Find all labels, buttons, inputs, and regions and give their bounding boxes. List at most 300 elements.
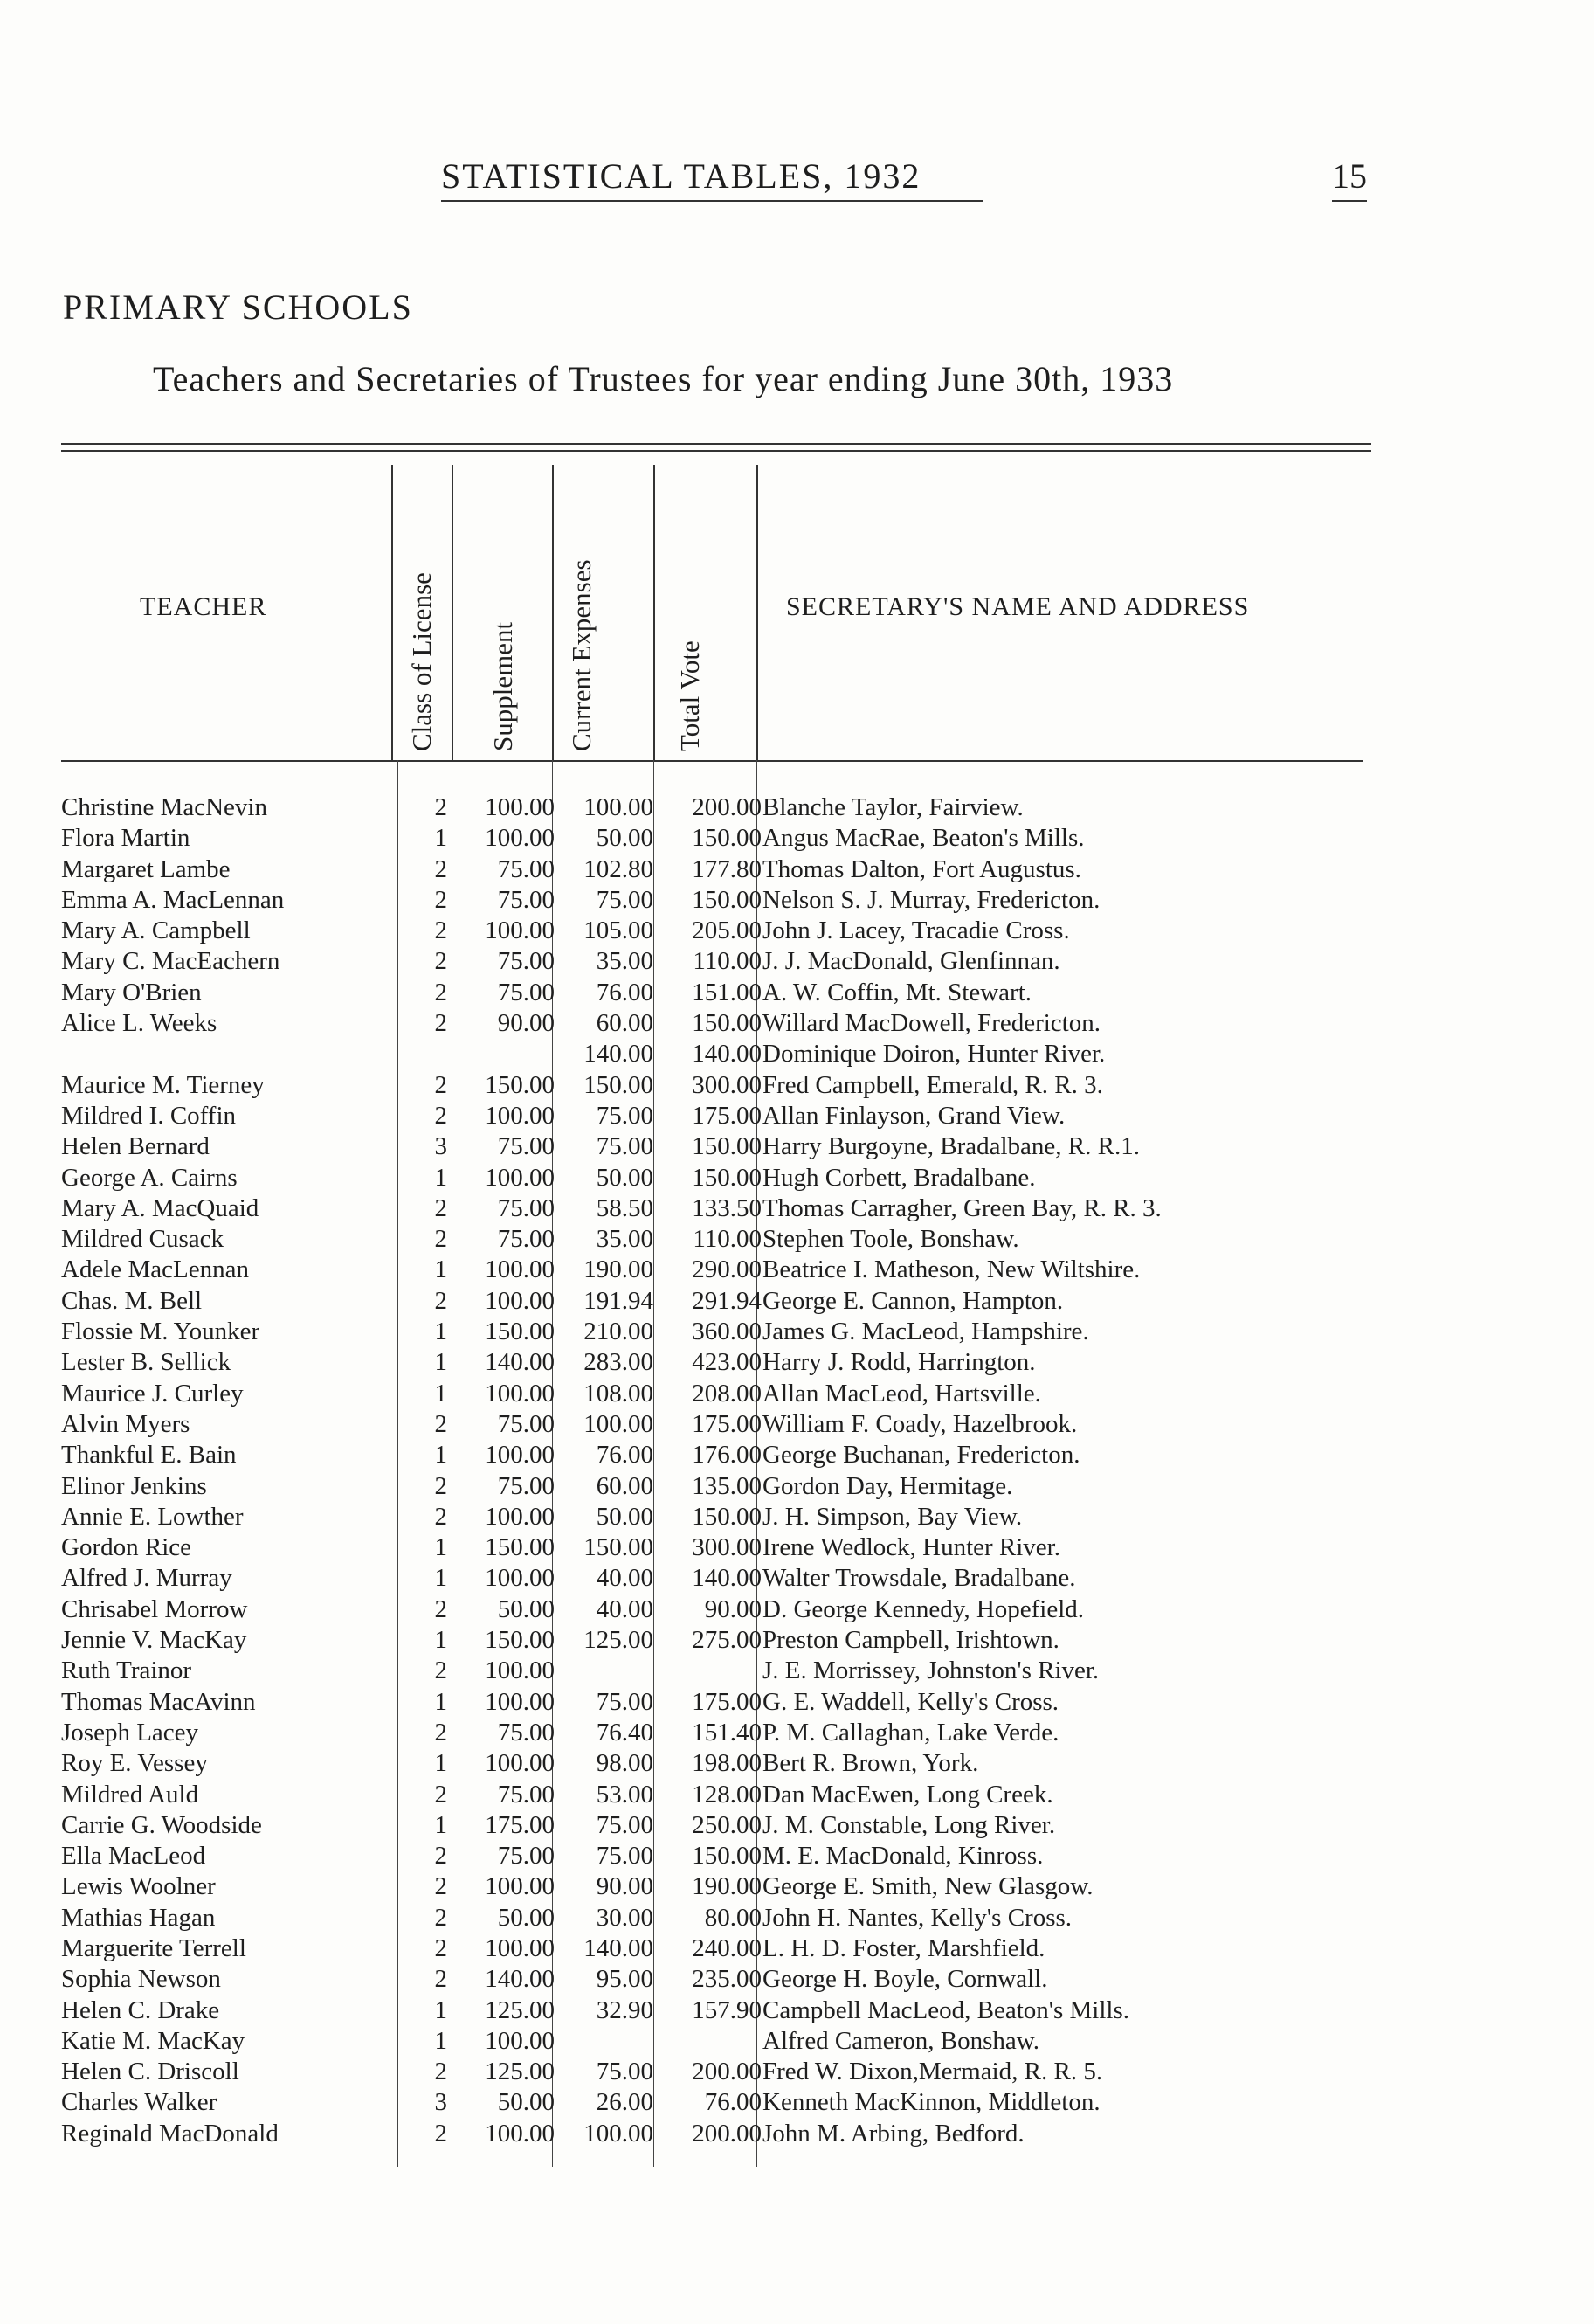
total-vote-amount: 110.00 bbox=[693, 947, 762, 976]
supplement-amount: 75.00 bbox=[497, 1842, 555, 1871]
secretary-name-address: D. George Kennedy, Hopefield. bbox=[762, 1594, 1085, 1623]
secretary-name-address: William F. Coady, Hazelbrook. bbox=[762, 1409, 1078, 1438]
secretary-name-address: Nelson S. J. Murray, Fredericton. bbox=[762, 885, 1101, 914]
supplement-amount: 100.00 bbox=[485, 2026, 555, 2055]
current-expenses-amount: 35.00 bbox=[596, 1225, 653, 1254]
supplement-amount: 140.00 bbox=[485, 1348, 555, 1377]
class-of-license: 2 bbox=[434, 1872, 447, 1901]
current-expenses-amount: 105.00 bbox=[583, 916, 653, 945]
teacher-name: Carrie G. Woodside bbox=[61, 1810, 262, 1839]
table-row bbox=[0, 1440, 1594, 1470]
secretary-name-address: Irene Wedlock, Hunter River. bbox=[762, 1533, 1060, 1562]
total-vote-amount: 157.90 bbox=[692, 1995, 762, 2024]
secretary-name-address: J. M. Constable, Long River. bbox=[762, 1810, 1056, 1839]
current-expenses-amount: 95.00 bbox=[596, 1965, 653, 1994]
teacher-name: Adele MacLennan bbox=[61, 1255, 249, 1284]
column-divider bbox=[391, 465, 393, 760]
total-vote-amount: 205.00 bbox=[692, 916, 762, 945]
class-of-license: 2 bbox=[434, 854, 447, 883]
table-row bbox=[0, 1718, 1594, 1748]
teacher-name: George A. Cairns bbox=[61, 1163, 238, 1192]
table-row bbox=[0, 1163, 1594, 1193]
teacher-table-body bbox=[0, 792, 1594, 2149]
total-vote-amount: 291.94 bbox=[692, 1286, 762, 1315]
total-vote-amount: 177.80 bbox=[692, 854, 762, 883]
supplement-amount: 75.00 bbox=[497, 1718, 555, 1746]
supplement-amount: 100.00 bbox=[485, 1163, 555, 1192]
current-expenses-amount: 60.00 bbox=[596, 1009, 653, 1038]
total-vote-amount: 150.00 bbox=[692, 1842, 762, 1871]
class-of-license: 2 bbox=[434, 1718, 447, 1746]
column-divider bbox=[756, 465, 758, 760]
table-row bbox=[0, 1871, 1594, 1902]
current-expenses-amount: 58.50 bbox=[596, 1193, 653, 1222]
total-vote-amount: 150.00 bbox=[692, 1163, 762, 1192]
secretary-name-address: Kenneth MacKinnon, Middleton. bbox=[762, 2088, 1101, 2117]
secretary-name-address: John H. Nantes, Kelly's Cross. bbox=[762, 1903, 1073, 1932]
total-vote-amount: 140.00 bbox=[692, 1040, 762, 1069]
total-vote-amount: 175.00 bbox=[692, 1101, 762, 1130]
supplement-amount: 100.00 bbox=[485, 1255, 555, 1284]
secretary-name-address: G. E. Waddell, Kelly's Cross. bbox=[762, 1687, 1059, 1716]
class-of-license: 2 bbox=[434, 978, 447, 1006]
total-vote-amount: 80.00 bbox=[704, 1903, 762, 1932]
total-vote-amount: 235.00 bbox=[692, 1965, 762, 1994]
table-row bbox=[0, 823, 1594, 854]
class-of-license: 1 bbox=[434, 1749, 447, 1778]
secretary-name-address: James G. MacLeod, Hampshire. bbox=[762, 1318, 1089, 1346]
class-of-license: 2 bbox=[434, 885, 447, 914]
teacher-name: Mary O'Brien bbox=[61, 978, 202, 1006]
total-vote-amount: 300.00 bbox=[692, 1070, 762, 1099]
column-header-teacher: TEACHER bbox=[140, 592, 267, 621]
current-expenses-amount: 210.00 bbox=[583, 1318, 653, 1346]
secretary-name-address: A. W. Coffin, Mt. Stewart. bbox=[762, 978, 1032, 1006]
table-row bbox=[0, 1039, 1594, 1069]
class-of-license: 2 bbox=[434, 1193, 447, 1222]
total-vote-amount: 150.00 bbox=[692, 1132, 762, 1161]
class-of-license: 1 bbox=[434, 2026, 447, 2055]
teacher-name: Chas. M. Bell bbox=[61, 1286, 203, 1315]
secretary-name-address: Dominique Doiron, Hunter River. bbox=[762, 1040, 1106, 1069]
secretary-name-address: George H. Boyle, Cornwall. bbox=[762, 1965, 1048, 1994]
current-expenses-amount: 76.40 bbox=[596, 1718, 653, 1746]
secretary-name-address: Harry J. Rodd, Harrington. bbox=[762, 1348, 1036, 1377]
current-expenses-amount: 150.00 bbox=[583, 1533, 653, 1562]
table-row bbox=[0, 1502, 1594, 1532]
table-row bbox=[0, 1687, 1594, 1718]
current-expenses-amount: 100.00 bbox=[583, 2119, 653, 2148]
supplement-amount: 100.00 bbox=[485, 1749, 555, 1778]
total-vote-amount: 175.00 bbox=[692, 1687, 762, 1716]
teacher-name: Helen Bernard bbox=[61, 1132, 210, 1161]
table-row bbox=[0, 1131, 1594, 1162]
teacher-name: Marguerite Terrell bbox=[61, 1933, 246, 1962]
secretary-name-address: George Buchanan, Fredericton. bbox=[762, 1441, 1080, 1470]
class-of-license: 1 bbox=[434, 824, 447, 853]
supplement-amount: 125.00 bbox=[485, 2058, 555, 2086]
current-expenses-amount: 75.00 bbox=[596, 885, 653, 914]
secretary-name-address: Fred Campbell, Emerald, R. R. 3. bbox=[762, 1070, 1103, 1099]
teacher-name: Alice L. Weeks bbox=[61, 1009, 217, 1038]
table-row bbox=[0, 1317, 1594, 1347]
class-of-license: 1 bbox=[434, 1318, 447, 1346]
secretary-name-address: Hugh Corbett, Bradalbane. bbox=[762, 1163, 1036, 1192]
class-of-license: 2 bbox=[434, 1594, 447, 1623]
current-expenses-amount: 60.00 bbox=[596, 1471, 653, 1500]
teacher-name: Mary A. MacQuaid bbox=[61, 1193, 259, 1222]
current-expenses-amount: 102.80 bbox=[583, 854, 653, 883]
table-row bbox=[0, 1656, 1594, 1686]
supplement-amount: 100.00 bbox=[485, 1286, 555, 1315]
table-row bbox=[0, 1841, 1594, 1871]
secretary-name-address: Alfred Cameron, Bonshaw. bbox=[762, 2026, 1040, 2055]
supplement-amount: 175.00 bbox=[485, 1810, 555, 1839]
class-of-license: 1 bbox=[434, 1533, 447, 1562]
table-row bbox=[0, 2057, 1594, 2087]
running-title: STATISTICAL TABLES, 1932 bbox=[441, 156, 983, 202]
supplement-amount: 100.00 bbox=[485, 1657, 555, 1685]
class-of-license: 1 bbox=[434, 1348, 447, 1377]
class-of-license: 1 bbox=[434, 1255, 447, 1284]
teacher-name: Sophia Newson bbox=[61, 1965, 221, 1994]
table-row bbox=[0, 1780, 1594, 1810]
supplement-amount: 150.00 bbox=[485, 1070, 555, 1099]
table-row bbox=[0, 1625, 1594, 1656]
teacher-name: Thankful E. Bain bbox=[61, 1441, 237, 1470]
class-of-license: 3 bbox=[434, 1132, 447, 1161]
current-expenses-amount: 140.00 bbox=[583, 1040, 653, 1069]
total-vote-amount: 150.00 bbox=[692, 885, 762, 914]
table-row bbox=[0, 1286, 1594, 1317]
secretary-name-address: Gordon Day, Hermitage. bbox=[762, 1471, 1013, 1500]
column-header-secretary: SECRETARY'S NAME AND ADDRESS bbox=[786, 592, 1250, 621]
total-vote-amount: 200.00 bbox=[692, 793, 762, 821]
secretary-name-address: P. M. Callaghan, Lake Verde. bbox=[762, 1718, 1059, 1746]
total-vote-amount: 200.00 bbox=[692, 2058, 762, 2086]
supplement-amount: 100.00 bbox=[485, 824, 555, 853]
teacher-name: Christine MacNevin bbox=[61, 793, 267, 821]
supplement-amount: 100.00 bbox=[485, 916, 555, 945]
total-vote-amount: 150.00 bbox=[692, 1502, 762, 1531]
current-expenses-amount: 125.00 bbox=[583, 1626, 653, 1655]
column-divider bbox=[653, 465, 655, 760]
current-expenses-amount: 75.00 bbox=[596, 1687, 653, 1716]
secretary-name-address: George E. Smith, New Glasgow. bbox=[762, 1872, 1094, 1901]
class-of-license: 1 bbox=[434, 1379, 447, 1408]
total-vote-amount: 175.00 bbox=[692, 1409, 762, 1438]
supplement-amount: 50.00 bbox=[497, 2088, 555, 2117]
secretary-name-address: Thomas Carragher, Green Bay, R. R. 3. bbox=[762, 1193, 1162, 1222]
teacher-name: Elinor Jenkins bbox=[61, 1471, 207, 1500]
current-expenses-amount: 75.00 bbox=[596, 1101, 653, 1130]
current-expenses-amount: 26.00 bbox=[596, 2088, 653, 2117]
secretary-name-address: John M. Arbing, Bedford. bbox=[762, 2119, 1025, 2148]
table-row bbox=[0, 1379, 1594, 1409]
table-row bbox=[0, 1101, 1594, 1131]
class-of-license: 1 bbox=[434, 1441, 447, 1470]
supplement-amount: 100.00 bbox=[485, 793, 555, 821]
class-of-license: 2 bbox=[434, 1502, 447, 1531]
supplement-amount: 150.00 bbox=[485, 1626, 555, 1655]
column-divider bbox=[452, 465, 453, 760]
supplement-amount: 100.00 bbox=[485, 1872, 555, 1901]
class-of-license: 2 bbox=[434, 1903, 447, 1932]
current-expenses-amount: 30.00 bbox=[596, 1903, 653, 1932]
header-bottom-rule bbox=[61, 760, 1363, 762]
table-subtitle: Teachers and Secretaries of Trustees for year ending June 30th, 1933 bbox=[153, 359, 1174, 398]
teacher-name: Mildred Auld bbox=[61, 1780, 199, 1809]
table-row bbox=[0, 1563, 1594, 1594]
class-of-license: 1 bbox=[434, 1564, 447, 1593]
supplement-amount: 75.00 bbox=[497, 978, 555, 1006]
table-row bbox=[0, 916, 1594, 946]
current-expenses-amount: 100.00 bbox=[583, 1409, 653, 1438]
supplement-amount: 75.00 bbox=[497, 1225, 555, 1254]
supplement-amount: 75.00 bbox=[497, 854, 555, 883]
current-expenses-amount: 53.00 bbox=[596, 1780, 653, 1809]
supplement-amount: 100.00 bbox=[485, 2119, 555, 2148]
class-of-license: 2 bbox=[434, 1101, 447, 1130]
class-of-license: 2 bbox=[434, 1965, 447, 1994]
class-of-license: 2 bbox=[434, 1225, 447, 1254]
table-row bbox=[0, 1409, 1594, 1440]
secretary-name-address: Thomas Dalton, Fort Augustus. bbox=[762, 854, 1081, 883]
column-header-current-expenses: Current Expenses bbox=[566, 559, 597, 751]
current-expenses-amount: 150.00 bbox=[583, 1070, 653, 1099]
table-row bbox=[0, 946, 1594, 977]
table-row bbox=[0, 978, 1594, 1008]
class-of-license: 2 bbox=[434, 1409, 447, 1438]
section-title: PRIMARY SCHOOLS bbox=[63, 287, 413, 327]
teacher-name: Ruth Trainor bbox=[61, 1657, 192, 1685]
table-row bbox=[0, 1471, 1594, 1502]
table-row bbox=[0, 1224, 1594, 1255]
supplement-amount: 150.00 bbox=[485, 1533, 555, 1562]
secretary-name-address: Allan Finlayson, Grand View. bbox=[762, 1101, 1066, 1130]
current-expenses-amount: 90.00 bbox=[596, 1872, 653, 1901]
teacher-name: Roy E. Vessey bbox=[61, 1749, 208, 1778]
class-of-license: 2 bbox=[434, 1009, 447, 1038]
teacher-name: Thomas MacAvinn bbox=[61, 1687, 256, 1716]
teacher-name: Helen C. Driscoll bbox=[61, 2058, 239, 2086]
total-vote-amount: 300.00 bbox=[692, 1533, 762, 1562]
table-row bbox=[0, 1008, 1594, 1039]
teacher-name: Lester B. Sellick bbox=[61, 1348, 231, 1377]
total-vote-amount: 198.00 bbox=[692, 1749, 762, 1778]
supplement-amount: 50.00 bbox=[497, 1903, 555, 1932]
table-row bbox=[0, 1255, 1594, 1285]
current-expenses-amount: 191.94 bbox=[583, 1286, 653, 1315]
class-of-license: 2 bbox=[434, 793, 447, 821]
table-row bbox=[0, 1594, 1594, 1625]
supplement-amount: 100.00 bbox=[485, 1101, 555, 1130]
class-of-license: 2 bbox=[434, 916, 447, 945]
total-vote-amount: 176.00 bbox=[692, 1441, 762, 1470]
current-expenses-amount: 140.00 bbox=[583, 1933, 653, 1962]
table-row bbox=[0, 885, 1594, 916]
class-of-license: 2 bbox=[434, 1933, 447, 1962]
class-of-license: 2 bbox=[434, 2119, 447, 2148]
teacher-name: Joseph Lacey bbox=[61, 1718, 199, 1746]
secretary-name-address: Bert R. Brown, York. bbox=[762, 1749, 979, 1778]
current-expenses-amount: 75.00 bbox=[596, 1842, 653, 1871]
current-expenses-amount: 75.00 bbox=[596, 1810, 653, 1839]
teacher-name: Lewis Woolner bbox=[61, 1872, 216, 1901]
class-of-license: 2 bbox=[434, 1780, 447, 1809]
table-row bbox=[0, 1810, 1594, 1841]
column-divider bbox=[552, 465, 554, 760]
current-expenses-amount: 190.00 bbox=[583, 1255, 653, 1284]
total-vote-amount: 140.00 bbox=[692, 1564, 762, 1593]
total-vote-amount: 150.00 bbox=[692, 824, 762, 853]
secretary-name-address: Willard MacDowell, Fredericton. bbox=[762, 1009, 1101, 1038]
table-row bbox=[0, 1964, 1594, 1995]
teacher-name: Reginald MacDonald bbox=[61, 2119, 279, 2148]
supplement-amount: 90.00 bbox=[497, 1009, 555, 1038]
table-row bbox=[0, 2119, 1594, 2149]
supplement-amount: 75.00 bbox=[497, 885, 555, 914]
current-expenses-amount: 35.00 bbox=[596, 947, 653, 976]
secretary-name-address: Walter Trowsdale, Bradalbane. bbox=[762, 1564, 1076, 1593]
class-of-license: 1 bbox=[434, 1626, 447, 1655]
current-expenses-amount: 75.00 bbox=[596, 1132, 653, 1161]
teacher-name: Margaret Lambe bbox=[61, 854, 231, 883]
current-expenses-amount: 40.00 bbox=[596, 1594, 653, 1623]
total-vote-amount: 423.00 bbox=[692, 1348, 762, 1377]
secretary-name-address: John J. Lacey, Tracadie Cross. bbox=[762, 916, 1070, 945]
teacher-name: Maurice M. Tierney bbox=[61, 1070, 265, 1099]
secretary-name-address: L. H. D. Foster, Marshfield. bbox=[762, 1933, 1045, 1962]
supplement-amount: 100.00 bbox=[485, 1502, 555, 1531]
supplement-amount: 50.00 bbox=[497, 1594, 555, 1623]
secretary-name-address: Fred W. Dixon,Mermaid, R. R. 5. bbox=[762, 2058, 1103, 2086]
total-vote-amount: 90.00 bbox=[704, 1594, 762, 1623]
teacher-name: Flora Martin bbox=[61, 824, 190, 853]
supplement-amount: 75.00 bbox=[497, 1193, 555, 1222]
column-header-total-vote: Total Vote bbox=[674, 640, 705, 751]
secretary-name-address: Blanche Taylor, Fairview. bbox=[762, 793, 1024, 821]
supplement-amount: 140.00 bbox=[485, 1965, 555, 1994]
column-header-supplement: Supplement bbox=[487, 621, 518, 751]
total-vote-amount: 150.00 bbox=[692, 1009, 762, 1038]
supplement-amount: 75.00 bbox=[497, 1409, 555, 1438]
teacher-name: Chrisabel Morrow bbox=[61, 1594, 248, 1623]
teacher-name: Ella MacLeod bbox=[61, 1842, 206, 1871]
current-expenses-amount: 50.00 bbox=[596, 1502, 653, 1531]
total-vote-amount: 110.00 bbox=[693, 1225, 762, 1254]
secretary-name-address: Stephen Toole, Bonshaw. bbox=[762, 1225, 1019, 1254]
secretary-name-address: J. J. MacDonald, Glenfinnan. bbox=[762, 947, 1060, 976]
current-expenses-amount: 75.00 bbox=[596, 2058, 653, 2086]
teacher-name: Mary C. MacEachern bbox=[61, 947, 280, 976]
supplement-amount: 75.00 bbox=[497, 947, 555, 976]
current-expenses-amount: 76.00 bbox=[596, 1441, 653, 1470]
header-double-rule bbox=[61, 443, 1371, 452]
class-of-license: 1 bbox=[434, 1995, 447, 2024]
table-row bbox=[0, 854, 1594, 885]
teacher-name: Annie E. Lowther bbox=[61, 1502, 244, 1531]
table-row bbox=[0, 1933, 1594, 1964]
current-expenses-amount: 32.90 bbox=[596, 1995, 653, 2024]
secretary-name-address: George E. Cannon, Hampton. bbox=[762, 1286, 1064, 1315]
table-row bbox=[0, 1748, 1594, 1779]
table-row bbox=[0, 1070, 1594, 1101]
teacher-name: Mildred I. Coffin bbox=[61, 1101, 237, 1130]
current-expenses-amount: 108.00 bbox=[583, 1379, 653, 1408]
teacher-name: Helen C. Drake bbox=[61, 1995, 220, 2024]
secretary-name-address: Angus MacRae, Beaton's Mills. bbox=[762, 824, 1085, 853]
teacher-name: Mary A. Campbell bbox=[61, 916, 251, 945]
class-of-license: 2 bbox=[434, 1070, 447, 1099]
teacher-name: Jennie V. MacKay bbox=[61, 1626, 247, 1655]
secretary-name-address: Harry Burgoyne, Bradalbane, R. R.1. bbox=[762, 1132, 1140, 1161]
class-of-license: 1 bbox=[434, 1810, 447, 1839]
teacher-name: Charles Walker bbox=[61, 2088, 217, 2117]
total-vote-amount: 151.40 bbox=[692, 1718, 762, 1746]
secretary-name-address: Beatrice I. Matheson, New Wiltshire. bbox=[762, 1255, 1141, 1284]
current-expenses-amount: 50.00 bbox=[596, 1163, 653, 1192]
class-of-license: 2 bbox=[434, 1286, 447, 1315]
supplement-amount: 100.00 bbox=[485, 1687, 555, 1716]
secretary-name-address: Allan MacLeod, Hartsville. bbox=[762, 1379, 1041, 1408]
teacher-name: Alfred J. Murray bbox=[61, 1564, 232, 1593]
total-vote-amount: 250.00 bbox=[692, 1810, 762, 1839]
table-row bbox=[0, 1903, 1594, 1933]
table-row bbox=[0, 1193, 1594, 1224]
secretary-name-address: M. E. MacDonald, Kinross. bbox=[762, 1842, 1044, 1871]
column-header-class-of-license: Class of License bbox=[406, 572, 437, 751]
teacher-name: Flossie M. Younker bbox=[61, 1318, 260, 1346]
teacher-name: Maurice J. Curley bbox=[61, 1379, 244, 1408]
total-vote-amount: 360.00 bbox=[692, 1318, 762, 1346]
class-of-license: 2 bbox=[434, 1471, 447, 1500]
total-vote-amount: 133.50 bbox=[692, 1193, 762, 1222]
table-row bbox=[0, 2026, 1594, 2057]
class-of-license: 1 bbox=[434, 1687, 447, 1716]
supplement-amount: 150.00 bbox=[485, 1318, 555, 1346]
table-row bbox=[0, 1532, 1594, 1563]
current-expenses-amount: 50.00 bbox=[596, 824, 653, 853]
current-expenses-amount: 283.00 bbox=[583, 1348, 653, 1377]
supplement-amount: 100.00 bbox=[485, 1379, 555, 1408]
total-vote-amount: 208.00 bbox=[692, 1379, 762, 1408]
table-row bbox=[0, 1995, 1594, 2026]
secretary-name-address: Campbell MacLeod, Beaton's Mills. bbox=[762, 1995, 1130, 2024]
table-row bbox=[0, 1347, 1594, 1378]
total-vote-amount: 290.00 bbox=[692, 1255, 762, 1284]
secretary-name-address: Dan MacEwen, Long Creek. bbox=[762, 1780, 1053, 1809]
teacher-name: Mathias Hagan bbox=[61, 1903, 216, 1932]
table-row bbox=[0, 792, 1594, 823]
total-vote-amount: 128.00 bbox=[692, 1780, 762, 1809]
supplement-amount: 75.00 bbox=[497, 1780, 555, 1809]
supplement-amount: 100.00 bbox=[485, 1441, 555, 1470]
total-vote-amount: 275.00 bbox=[692, 1626, 762, 1655]
supplement-amount: 75.00 bbox=[497, 1132, 555, 1161]
supplement-amount: 75.00 bbox=[497, 1471, 555, 1500]
total-vote-amount: 240.00 bbox=[692, 1933, 762, 1962]
supplement-amount: 100.00 bbox=[485, 1933, 555, 1962]
teacher-name: Emma A. MacLennan bbox=[61, 885, 285, 914]
teacher-name: Alvin Myers bbox=[61, 1409, 190, 1438]
table-row bbox=[0, 2087, 1594, 2118]
current-expenses-amount: 40.00 bbox=[596, 1564, 653, 1593]
supplement-amount: 100.00 bbox=[485, 1564, 555, 1593]
page-number: 15 bbox=[1332, 156, 1367, 202]
total-vote-amount: 190.00 bbox=[692, 1872, 762, 1901]
total-vote-amount: 151.00 bbox=[692, 978, 762, 1006]
